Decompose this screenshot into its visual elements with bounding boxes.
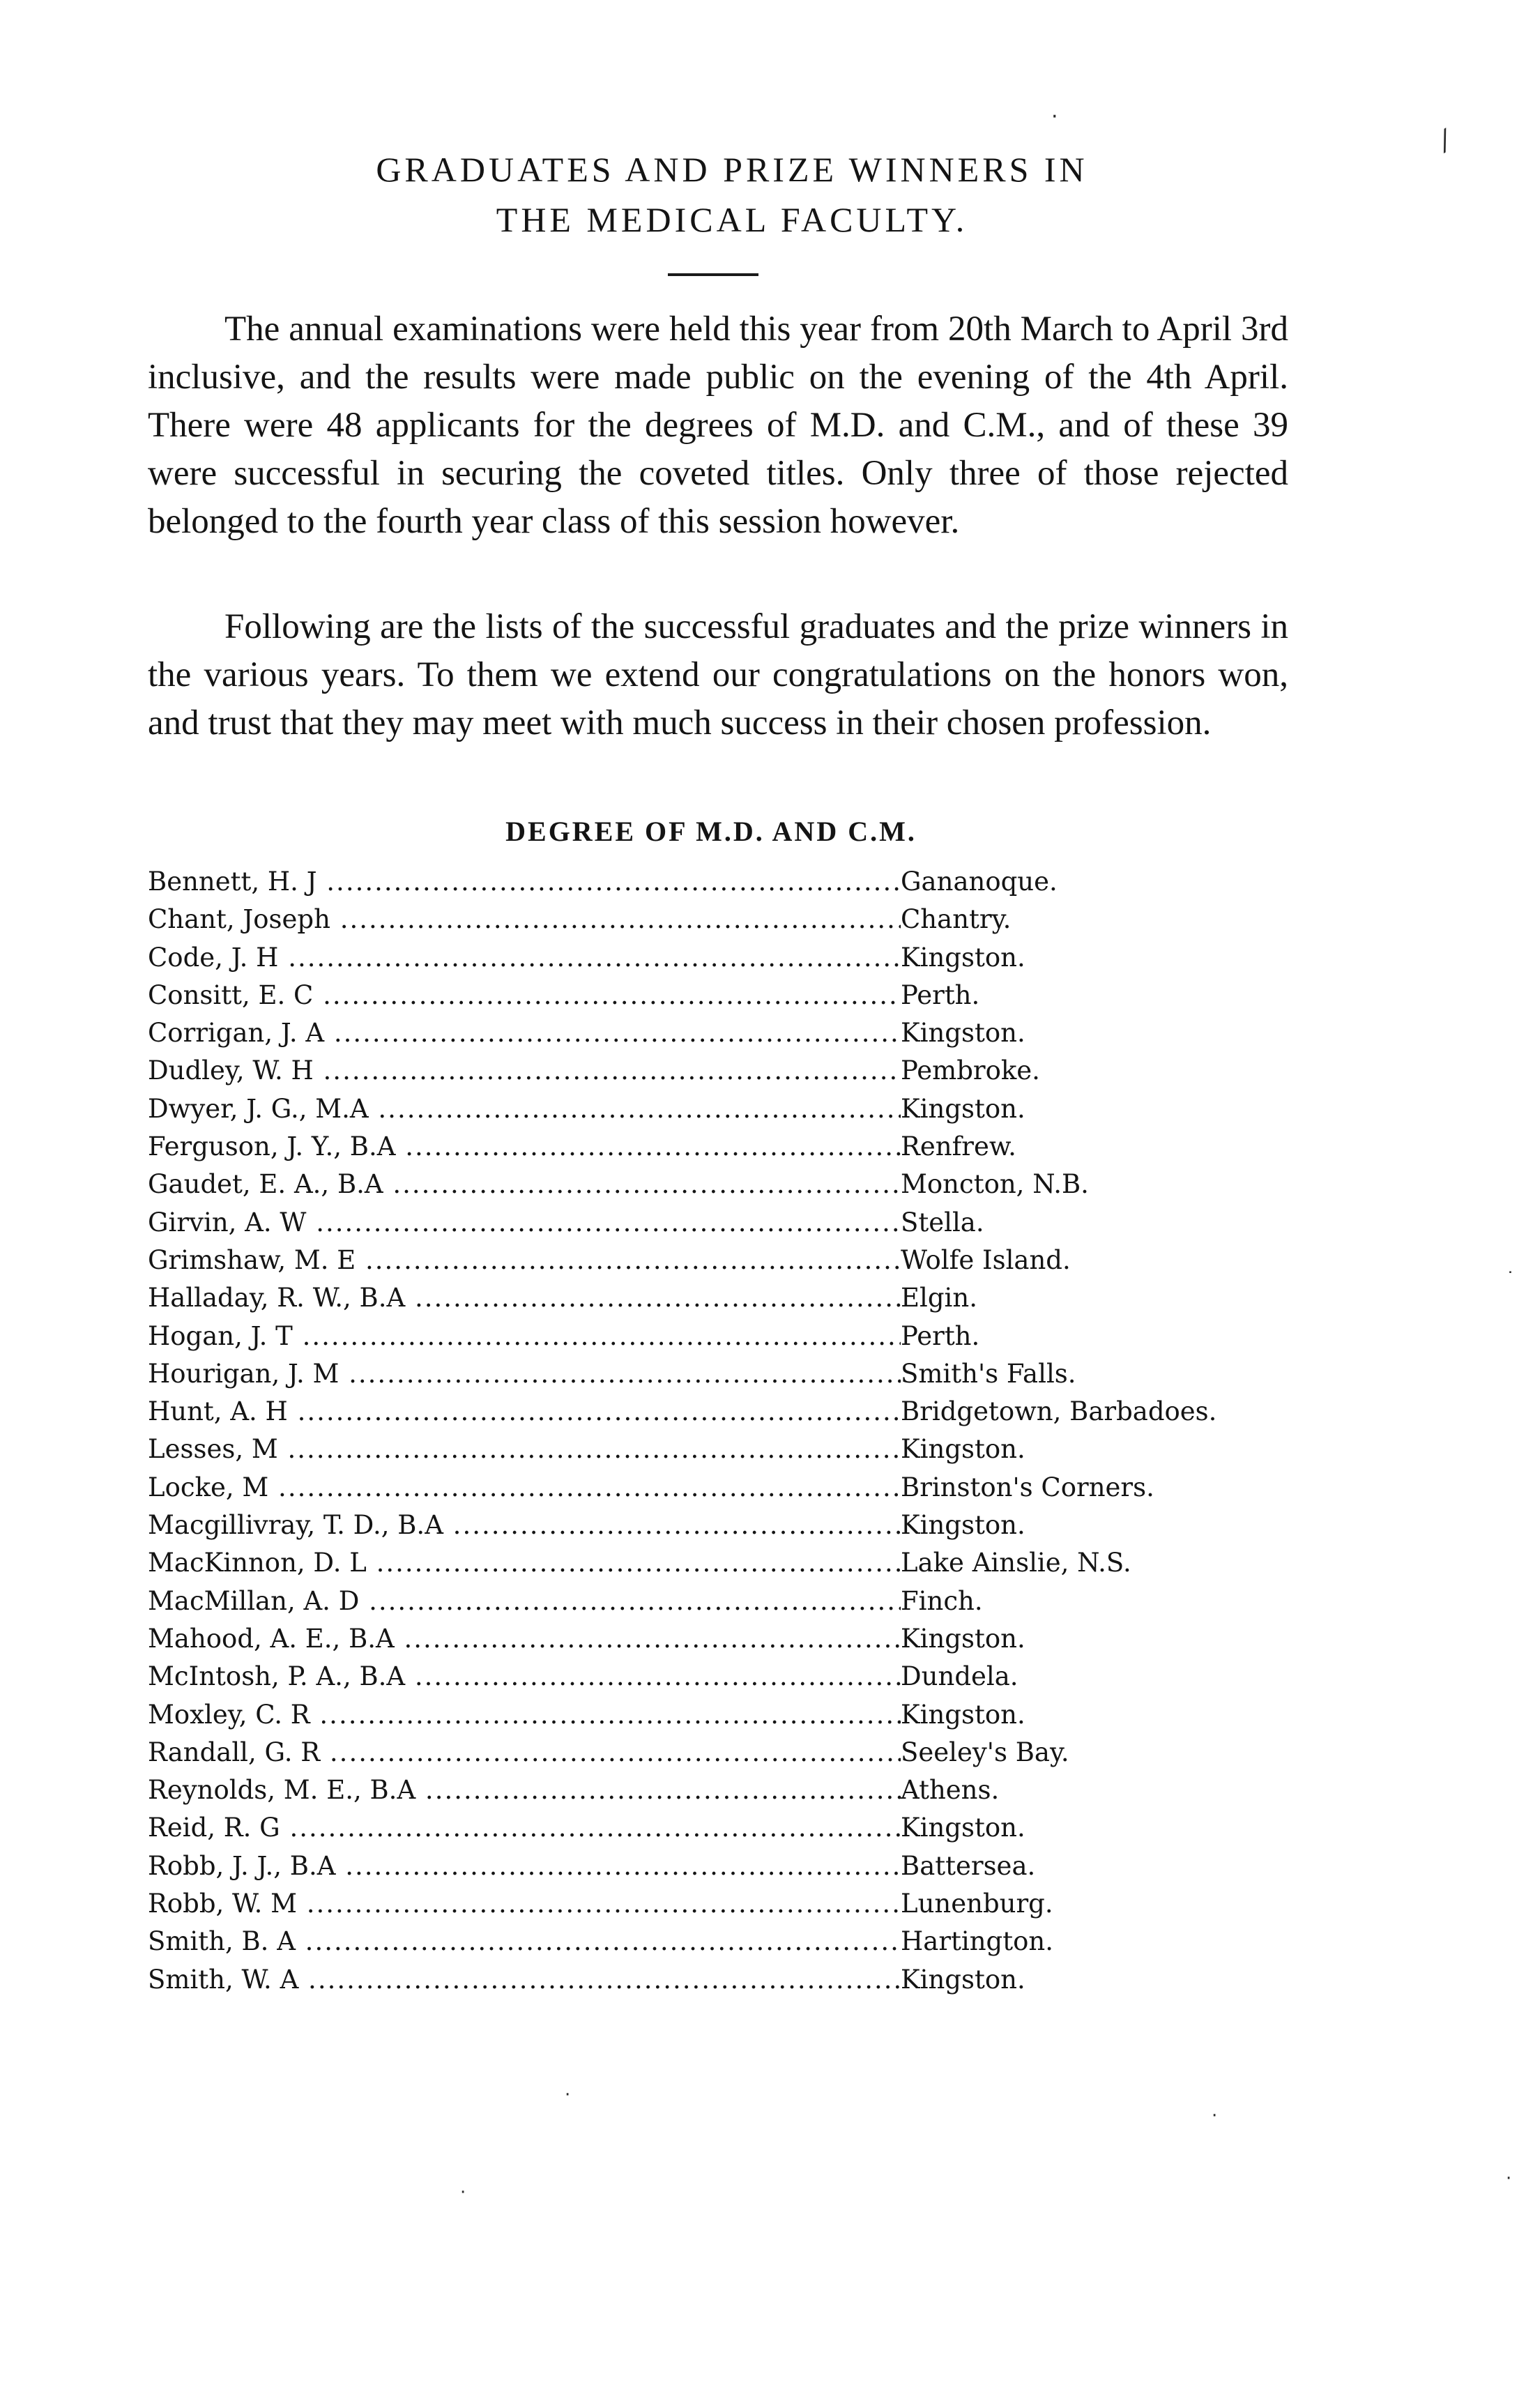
graduate-hometown: Pembroke.	[901, 1056, 1040, 1086]
graduate-hometown: Elgin.	[901, 1283, 977, 1313]
graduate-entry	[148, 1507, 1333, 1544]
graduate-name: Hourigan, J. M .....	[148, 1355, 901, 1393]
graduate-hometown: Hartington.	[901, 1926, 1053, 1957]
graduate-name: Girvin, A. W .....	[148, 1204, 901, 1242]
graduate-hometown: Gananoque.	[901, 867, 1058, 897]
graduate-name: Macgillivray, T. D., B.A .....	[148, 1507, 901, 1544]
graduate-hometown: Athens.	[901, 1775, 1000, 1806]
graduate-name: MacKinnon, D. L .....	[148, 1544, 901, 1582]
graduate-hometown: Bridgetown, Barbadoes.	[901, 1396, 1217, 1427]
graduate-name: Reynolds, M. E., B.A .....	[148, 1771, 901, 1809]
graduate-entry	[148, 1166, 1333, 1203]
graduate-hometown: Perth.	[901, 980, 980, 1010]
graduate-name: Mahood, A. E., B.A .....	[148, 1620, 901, 1658]
graduate-hometown: Moncton, N.B.	[901, 1169, 1089, 1200]
graduate-name: Hogan, J. T .....	[148, 1318, 901, 1355]
graduate-name: Chant, Joseph .....	[148, 901, 901, 938]
graduate-name: Locke, M .....	[148, 1469, 901, 1507]
heading-divider	[668, 273, 758, 276]
graduate-list	[148, 863, 1333, 1999]
graduate-name: Grimshaw, M. E .....	[148, 1242, 901, 1279]
graduate-hometown: Lake Ainslie, N.S.	[901, 1548, 1131, 1578]
graduate-hometown: Kingston.	[901, 1699, 1025, 1730]
graduate-hometown: Wolfe Island.	[901, 1244, 1071, 1275]
graduate-name: Robb, W. M .....	[148, 1885, 901, 1923]
graduate-name: Robb, J. J., B.A .....	[148, 1847, 901, 1885]
graduate-hometown: Chantry.	[901, 904, 1012, 935]
graduate-hometown: Kingston.	[901, 1093, 1025, 1124]
graduate-entry	[148, 1431, 1333, 1468]
graduate-entry	[148, 1469, 1333, 1507]
heading-line-1: GRADUATES AND PRIZE WINNERS IN	[376, 150, 1088, 189]
graduate-hometown: Kingston.	[901, 942, 1025, 973]
graduate-hometown: Kingston.	[901, 1964, 1025, 1995]
graduate-name: Smith, B. A .....	[148, 1923, 901, 1960]
graduate-entry	[148, 901, 1333, 938]
graduate-name: McIntosh, P. A., B.A .....	[148, 1658, 901, 1695]
graduate-entry	[148, 1090, 1333, 1128]
graduate-entry	[148, 977, 1333, 1014]
graduate-name: Consitt, E. C .....	[148, 977, 901, 1014]
margin-speck: ·	[1506, 2168, 1512, 2189]
graduate-entry	[148, 1242, 1333, 1279]
page-mark: ·	[1051, 105, 1058, 129]
graduate-entry	[148, 1014, 1333, 1052]
graduate-entry	[148, 1318, 1333, 1355]
graduate-hometown: Finch.	[901, 1585, 983, 1616]
corner-pencil-mark: ⁄	[1435, 126, 1456, 157]
graduate-name: Smith, W. A .....	[148, 1961, 901, 1999]
graduate-name: Corrigan, J. A .....	[148, 1014, 901, 1052]
graduate-entry	[148, 1809, 1333, 1847]
graduate-name: Dwyer, J. G., M.A .....	[148, 1090, 901, 1128]
graduate-entry	[148, 1696, 1333, 1734]
graduate-hometown: Seeley's Bay.	[901, 1737, 1069, 1767]
margin-speck: ˙	[1506, 1269, 1515, 1290]
graduate-name: Bennett, H. J .....	[148, 863, 901, 901]
graduate-name: Dudley, W. H .....	[148, 1052, 901, 1090]
graduate-entry	[148, 863, 1333, 901]
graduate-entry	[148, 1658, 1333, 1695]
graduate-entry	[148, 1279, 1333, 1317]
graduate-hometown: Renfrew.	[901, 1131, 1016, 1162]
graduate-hometown: Battersea.	[901, 1850, 1036, 1881]
intro-paragraph: The annual examinations were held this year from 20th March to April 3rd inclusive, and the results were made public on the evening of the 4th April. There were 48 applicants for the degrees of M.D. and C.M., and of these 39 were successful in securing the coveted titles. Only three of those rejected belonged to the fourth year class of this session however.	[148, 310, 1288, 541]
graduate-hometown: Brinston's Corners.	[901, 1472, 1154, 1502]
graduate-entry	[148, 1052, 1333, 1090]
graduate-hometown: Lunenburg.	[901, 1889, 1053, 1919]
graduate-name: Halladay, R. W., B.A .....	[148, 1279, 901, 1317]
graduate-entry	[148, 1885, 1333, 1923]
graduate-name: Code, J. H .....	[148, 939, 901, 977]
graduate-name: Gaudet, E. A., B.A .....	[148, 1166, 901, 1203]
graduate-name: Lesses, M .....	[148, 1431, 901, 1468]
margin-speck: ·	[565, 2085, 571, 2105]
list-intro-paragraph: Following are the lists of the successful graduates and the prize winners in the various years. To them we extend our congratulations on the honors won, and trust that they may meet with much success in their chosen profession.	[148, 607, 1288, 742]
graduate-hometown: Kingston.	[901, 1623, 1025, 1654]
graduate-hometown: Kingston.	[901, 1510, 1025, 1541]
heading-line-2: THE MEDICAL FACULTY.	[496, 200, 968, 239]
graduate-name: MacMillan, A. D .....	[148, 1583, 901, 1620]
graduate-hometown: Kingston.	[901, 1018, 1025, 1049]
graduate-hometown: Dundela.	[901, 1661, 1018, 1692]
graduate-entry	[148, 1544, 1333, 1582]
graduate-name: Moxley, C. R .....	[148, 1696, 901, 1734]
graduate-hometown: Smith's Falls.	[901, 1358, 1076, 1389]
graduate-entry	[148, 1847, 1333, 1885]
graduate-hometown: Perth.	[901, 1320, 980, 1351]
graduate-name: Reid, R. G .....	[148, 1809, 901, 1847]
graduate-entry	[148, 1128, 1333, 1166]
graduate-entry	[148, 1393, 1333, 1431]
margin-speck: ·	[1212, 2105, 1218, 2126]
graduate-entry	[148, 1734, 1333, 1771]
graduate-hometown: Stella.	[901, 1207, 984, 1237]
graduate-name: Hunt, A. H .....	[148, 1393, 901, 1431]
graduate-entry	[148, 1961, 1333, 1999]
margin-speck: ·	[460, 2182, 466, 2203]
graduate-entry	[148, 1355, 1333, 1393]
graduate-name: Randall, G. R .....	[148, 1734, 901, 1771]
graduate-entry	[148, 1923, 1333, 1960]
graduate-entry	[148, 1204, 1333, 1242]
graduate-entry	[148, 1620, 1333, 1658]
graduate-entry	[148, 1771, 1333, 1809]
graduate-entry	[148, 939, 1333, 977]
degree-section-heading: DEGREE OF M.D. AND C.M.	[505, 816, 917, 847]
graduate-hometown: Kingston.	[901, 1813, 1025, 1843]
graduate-entry	[148, 1583, 1333, 1620]
graduate-name: Ferguson, J. Y., B.A .....	[148, 1128, 901, 1166]
graduate-hometown: Kingston.	[901, 1434, 1025, 1465]
